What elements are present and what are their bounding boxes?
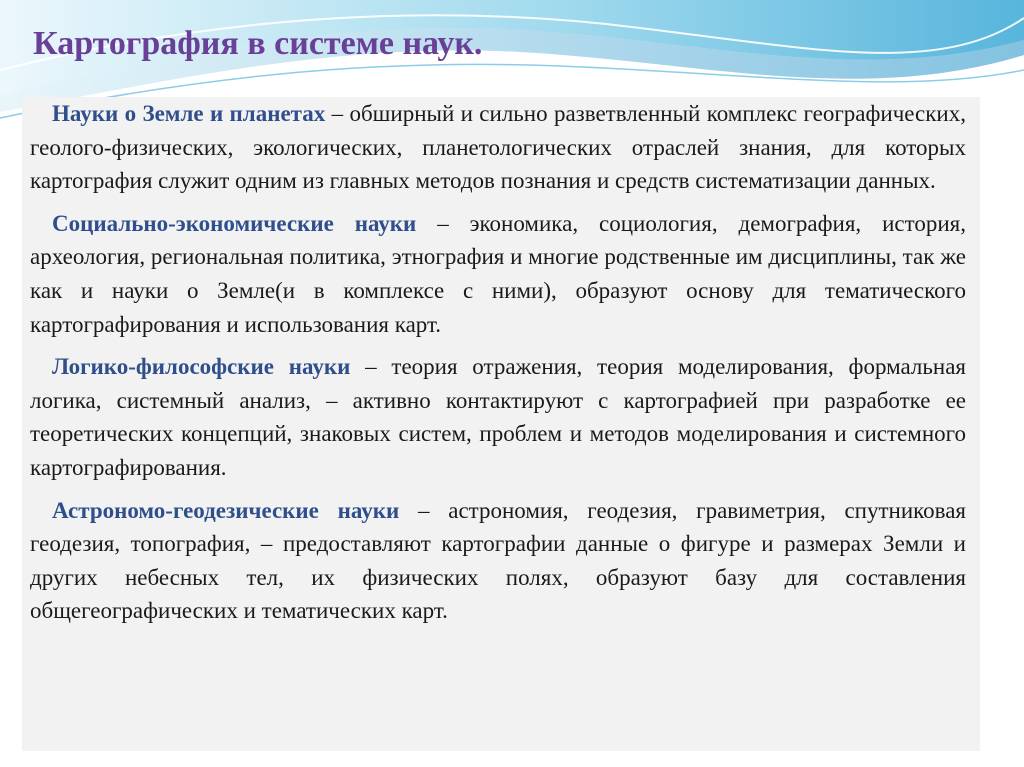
slide-title: Картография в системе наук. [33,25,483,62]
definition-logic-philosophy-sciences: – теория отражения, теория моделирования, формальная логика, системный анализ, – активно контактируют с картографией при разработке ее теоретических концепций, знаковых систем, проблем и методов моделирования и системного картографирования. [30,354,966,480]
definition-socio-economic-sciences: – экономика, социология, демография, история, археология, региональная политика, этнография и многие родственные им дисциплины, так же как и науки о Земле(и в комплексе с ними), образуют основу для тематического картографирования и использования карт. [30,210,966,337]
paragraph-earth-sciences [30,97,966,198]
paragraph-socio-economic-sciences [30,207,966,341]
term-logic-philosophy-sciences: Логико-философские науки [52,354,351,380]
paragraph-astronomy-geodesy-sciences [30,494,966,628]
definition-earth-sciences: – обширный и сильно разветвленный комплекс географических, геолого-физических, экологических, планетологических отраслей знания, для которых картография служит одним из главных методов познания и средств систематизации данных. [30,101,966,194]
term-socio-economic-sciences: Социально-экономические науки [52,210,417,236]
content-box [22,97,980,751]
definition-astronomy-geodesy-sciences: – астрономия, геодезия, гравиметрия, спутниковая геодезия, топография, – предоставляют картографии данные о фигуре и размерах Земли и других небесных тел, их физических полях, образуют базу для составления общегеографических и тематических карт. [30,497,967,624]
paragraph-logic-philosophy-sciences [30,350,966,484]
term-earth-sciences: Науки о Земле и планетах [52,101,326,126]
term-astronomy-geodesy-sciences: Астрономо-геодезические науки [52,497,400,523]
